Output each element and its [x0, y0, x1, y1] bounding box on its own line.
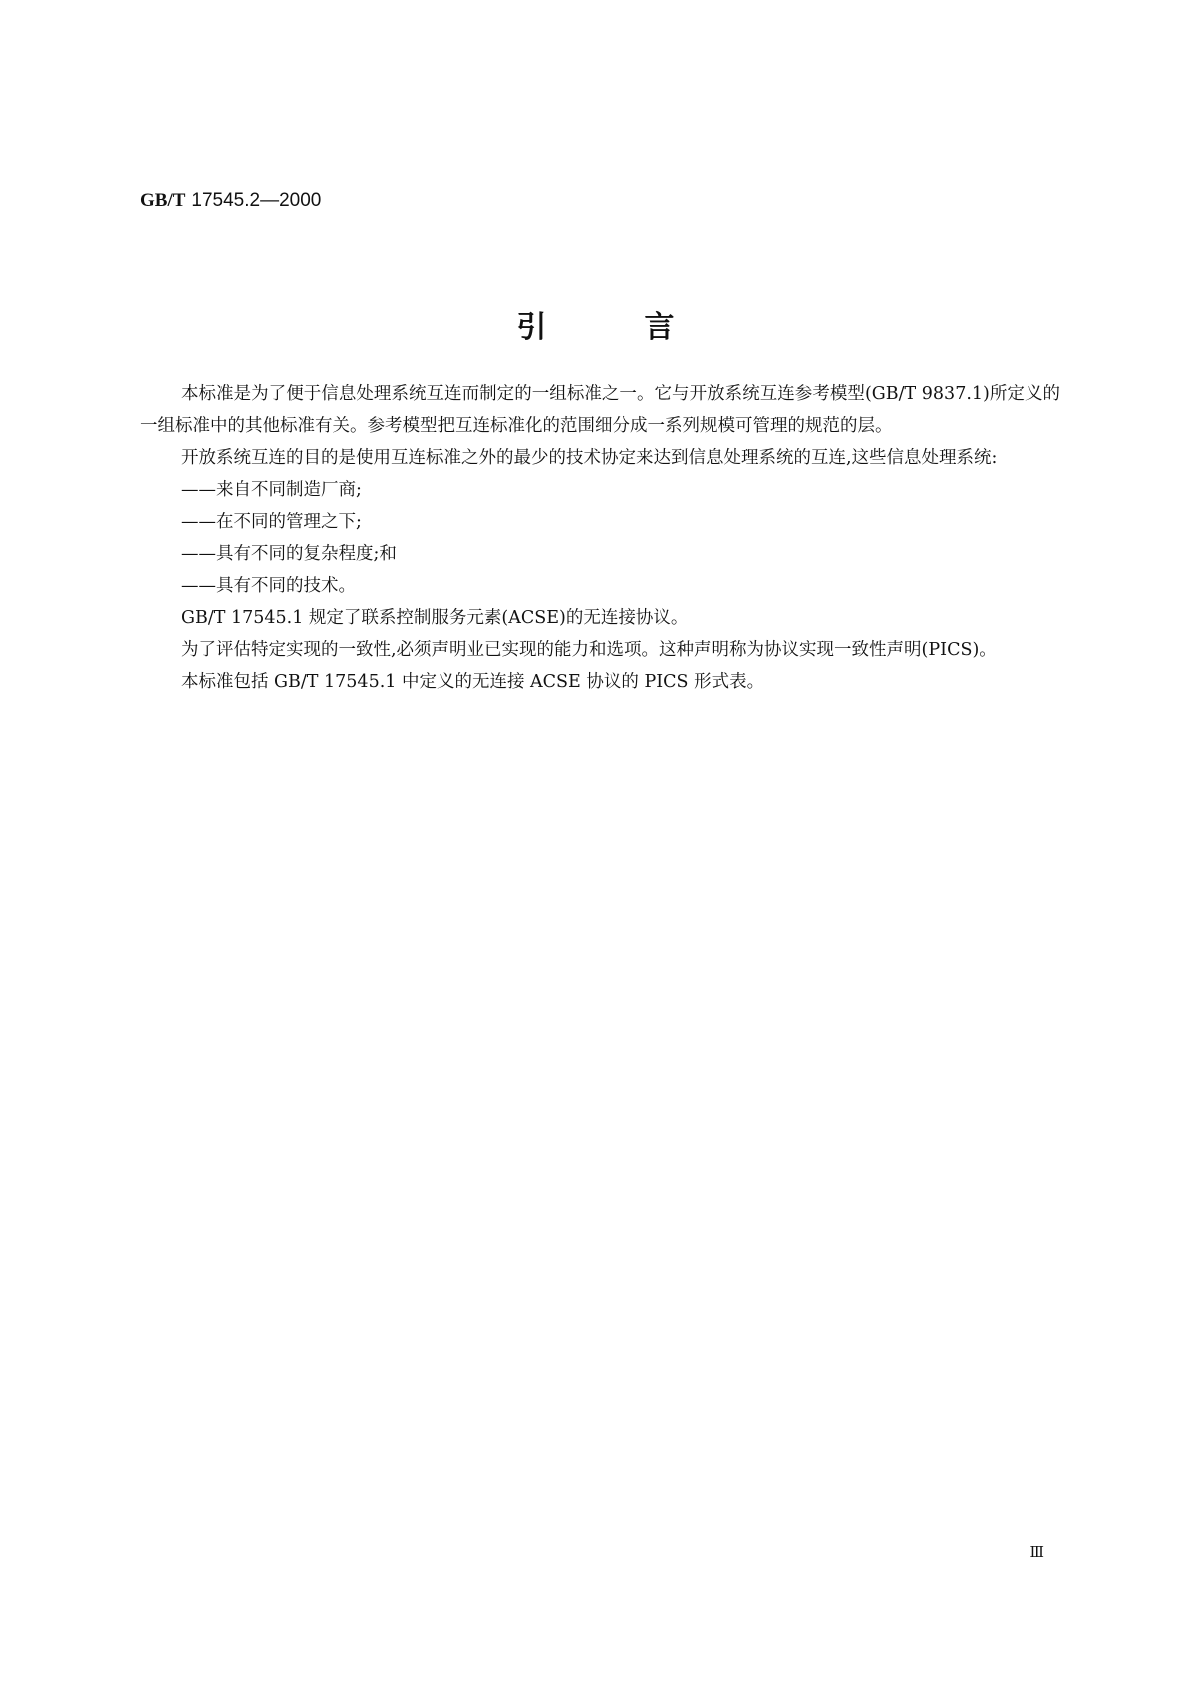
page-title: 引言: [516, 310, 773, 345]
paragraph-osi-goal: 开放系统互连的目的是使用互连标准之外的最少的技术协定来达到信息处理系统的互连,这些信息处理系统:: [181, 448, 998, 468]
introduction-body: [140, 378, 1060, 698]
list-item: ——来自不同制造厂商;: [181, 480, 362, 500]
paragraph-purpose: 本标准是为了便于信息处理系统互连而制定的一组标准之一。它与开放系统互连参考模型(GB/T 9837.1)所定义的一组标准中的其他标准有关。参考模型把互连标准化的范围细分成一系列规模可管理的规范的层。: [140, 384, 1060, 436]
document-header: [140, 187, 321, 214]
paragraph-scope: 本标准包括 GB/T 17545.1 中定义的无连接 ACSE 协议的 PICS 形式表。: [181, 672, 765, 692]
list-item: ——在不同的管理之下;: [181, 512, 362, 532]
standard-prefix: GB/T: [140, 190, 186, 211]
paragraph-acse-protocol: GB/T 17545.1 规定了联系控制服务元素(ACSE)的无连接协议。: [181, 608, 689, 628]
list-item: ——具有不同的技术。: [181, 576, 356, 596]
page-number: Ⅲ: [1029, 1543, 1044, 1561]
list-item: ——具有不同的复杂程度;和: [181, 544, 397, 564]
paragraph-pics: 为了评估特定实现的一致性,必须声明业已实现的能力和选项。这种声明称为协议实现一致性声明(PICS)。: [181, 640, 997, 660]
standard-number: 17545.2—2000: [191, 190, 322, 211]
